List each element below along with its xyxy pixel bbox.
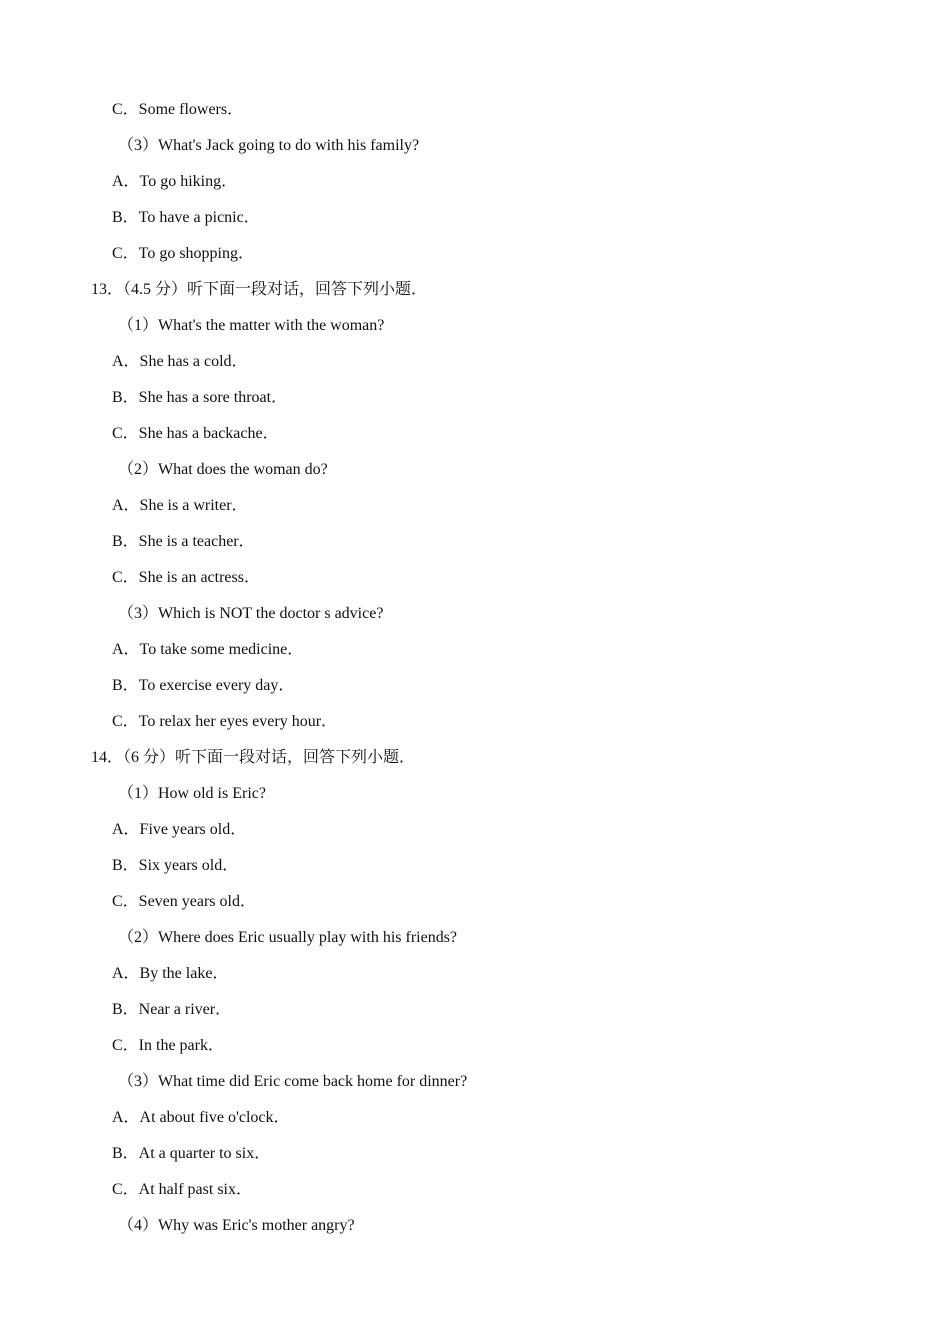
sub-question: （3）What's Jack going to do with his family? [118, 137, 420, 154]
answer-option: A．Five years old． [112, 821, 247, 838]
sub-question: （3）Which is NOT the doctor s advice? [118, 605, 384, 622]
answer-option: A．To take some medicine． [112, 641, 304, 658]
answer-option: B．She has a sore throat． [112, 389, 288, 406]
answer-option: C．Some flowers． [112, 101, 244, 118]
answer-option: A．To go hiking． [112, 173, 238, 190]
answer-option: C．In the park． [112, 1037, 224, 1054]
answer-option: A．By the lake． [112, 965, 229, 982]
sub-question: （1）How old is Eric? [118, 785, 266, 802]
answer-option: A．She is a writer． [112, 497, 248, 514]
sub-question: （4）Why was Eric's mother angry? [118, 1217, 355, 1234]
sub-question: （1）What's the matter with the woman? [118, 317, 385, 334]
sub-question: （2）Where does Eric usually play with his friends? [118, 929, 458, 946]
answer-option: B．She is a teacher． [112, 533, 255, 550]
question-heading: 13．（4.5 分）听下面一段对话，回答下列小题． [91, 281, 428, 298]
answer-option: A．At about five o'clock． [112, 1109, 290, 1126]
answer-option: C．To go shopping． [112, 245, 255, 262]
answer-option: A．She has a cold． [112, 353, 248, 370]
sub-question: （3）What time did Eric come back home for dinner? [118, 1073, 468, 1090]
sub-question: （2）What does the woman do? [118, 461, 328, 478]
document-page [0, 92, 950, 1244]
answer-option: C．She is an actress． [112, 569, 260, 586]
answer-option: B．Near a river． [112, 1001, 232, 1018]
answer-option: C．Seven years old． [112, 893, 256, 910]
answer-option: B．To have a picnic． [112, 209, 260, 226]
answer-option: C．She has a backache． [112, 425, 279, 442]
question-heading: 14．（6 分）听下面一段对话，回答下列小题． [91, 749, 416, 766]
answer-option: B．Six years old． [112, 857, 239, 874]
answer-option: B．To exercise every day． [112, 677, 295, 694]
answer-option: C．At half past six． [112, 1181, 252, 1198]
answer-option: C．To relax her eyes every hour． [112, 713, 338, 730]
answer-option: B．At a quarter to six． [112, 1145, 271, 1162]
